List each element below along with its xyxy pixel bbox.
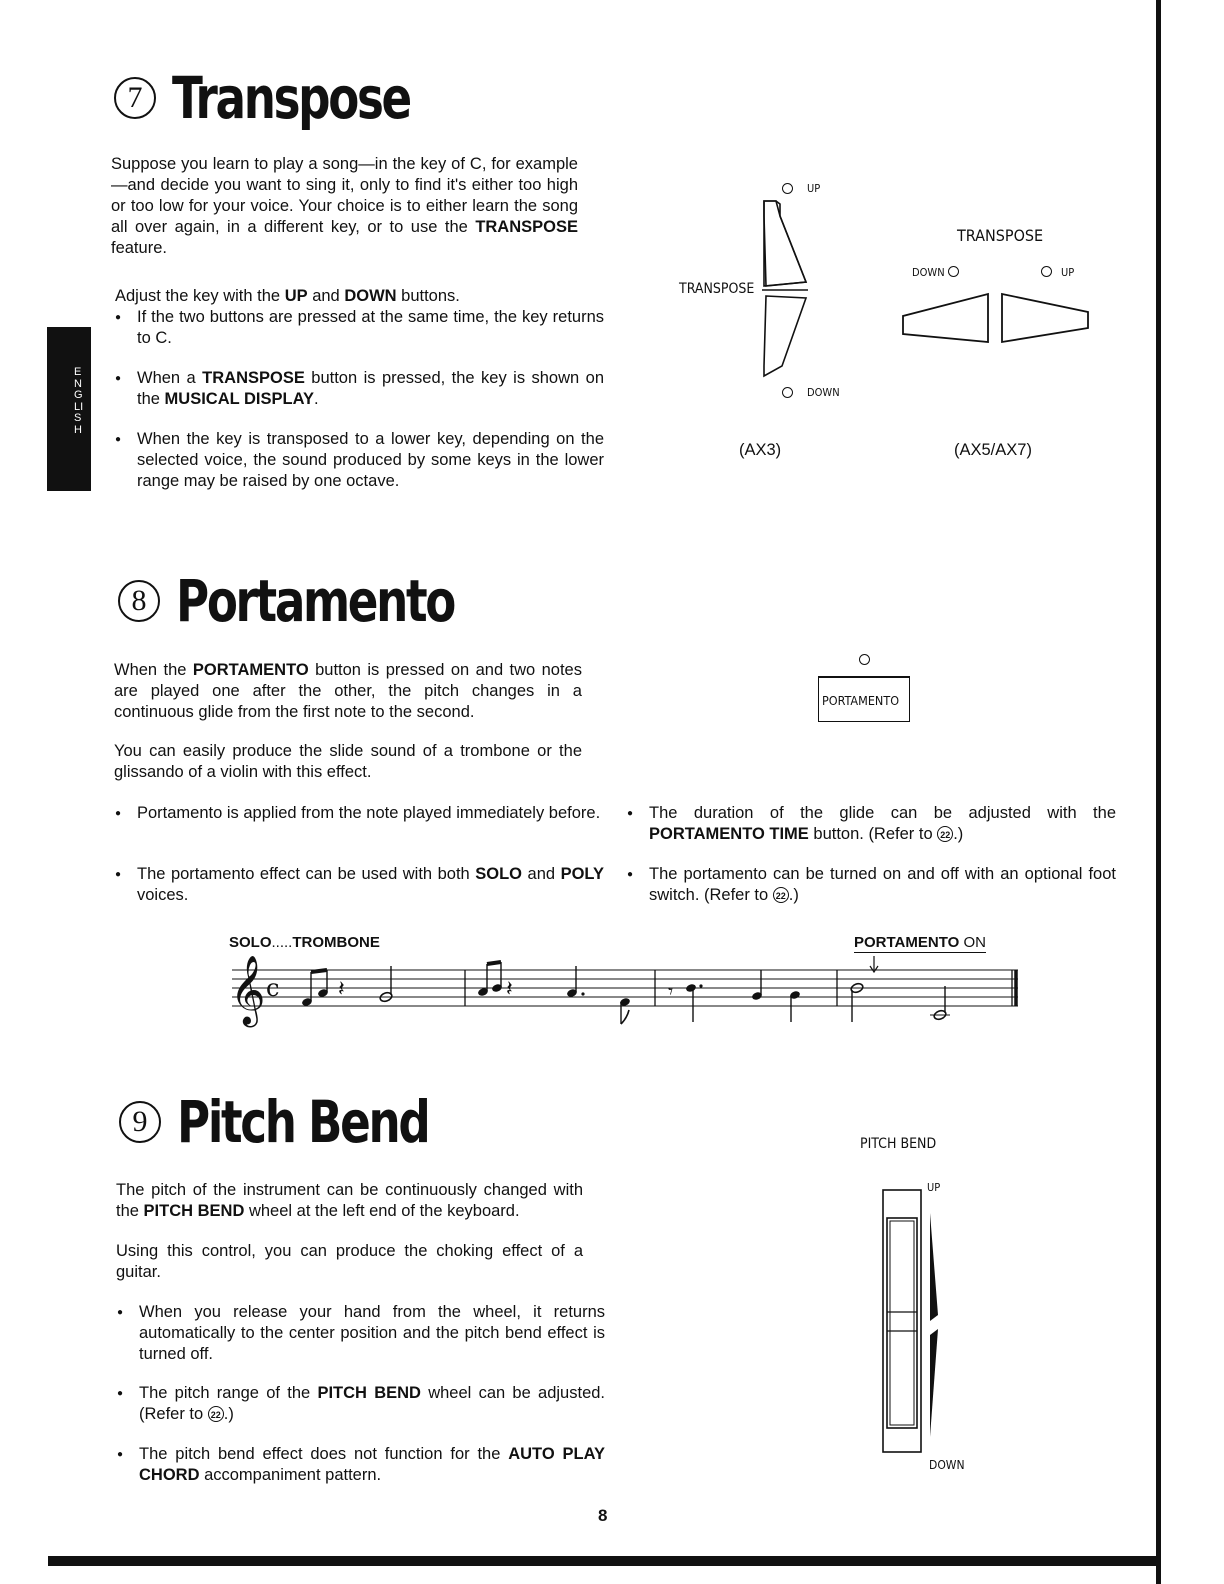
portamento-heading bbox=[118, 567, 532, 635]
page-number: 8 bbox=[598, 1506, 608, 1525]
transpose-heading bbox=[114, 64, 477, 132]
section-title: Pitch Bend bbox=[177, 1088, 429, 1156]
pitch-bend-heading bbox=[119, 1088, 499, 1156]
section-title: Portamento bbox=[176, 567, 455, 635]
transpose-intro: Suppose you learn to play a song—in the key of C, for example—and decide you want to sing it, only to find it's either too high or too low for your voice. Your choice is to either learn the song all over again, in a different key, or to use the TRANSPOSE feature. bbox=[111, 155, 578, 257]
score-right-label: PORTAMENTO ON bbox=[854, 934, 986, 951]
portamento-intro: When the PORTAMENTO button is pressed on and two notes are played one after the other, the pitch changes in a continuous glide from the first note to the second. bbox=[114, 661, 582, 721]
language-tab-label: ENGLISH bbox=[74, 366, 84, 436]
ax3-caption: (AX3) bbox=[739, 441, 782, 459]
svg-text:𝄽: 𝄽 bbox=[338, 977, 345, 1002]
transpose-bullet-3: ● When the key is transposed to a lower key, depending on the selected voice, the sound produced by some keys in the lower range may be raised by one octave. bbox=[115, 429, 604, 492]
ax3-up-led bbox=[782, 183, 793, 194]
ax3-up-label: UP bbox=[807, 182, 821, 195]
pitch-bend-bullet-2: ● The pitch range of the PITCH BEND wheel can be adjusted. (Refer to 22 .) bbox=[117, 1383, 605, 1425]
reference-marker: 22 bbox=[937, 826, 953, 842]
transpose-bullet-1: ● If the two buttons are pressed at the same time, the key returns to C. bbox=[115, 307, 604, 349]
section-number: 7 bbox=[114, 77, 156, 119]
portamento-bullet-1: ● Portamento is applied from the note played immediately before. bbox=[115, 803, 604, 824]
pitch-bend-diagram-title: PITCH BEND bbox=[860, 1136, 937, 1152]
section-title: Transpose bbox=[172, 64, 410, 132]
right-border bbox=[1156, 0, 1161, 1584]
reference-marker: 22 bbox=[773, 887, 789, 903]
ax3-down-led bbox=[782, 387, 793, 398]
pitch-bend-down-label: DOWN bbox=[929, 1458, 965, 1472]
ax5-caption: (AX5/AX7) bbox=[954, 441, 1032, 459]
portamento-button-label: PORTAMENTO bbox=[822, 693, 900, 708]
reference-marker: 22 bbox=[208, 1406, 224, 1422]
portamento-bullet-2: ● The portamento effect can be used with both SOLO and POLY voices. bbox=[115, 864, 604, 906]
score-left-label: SOLO.....TROMBONE bbox=[229, 934, 380, 951]
pitch-bend-bullet-3: ● The pitch bend effect does not function for the AUTO PLAY CHORD accompaniment pattern. bbox=[117, 1444, 605, 1486]
ax3-down-label: DOWN bbox=[807, 386, 840, 399]
svg-text:𝄾: 𝄾 bbox=[668, 979, 674, 1003]
bottom-border bbox=[48, 1556, 1161, 1566]
ax5-title: TRANSPOSE bbox=[957, 226, 1044, 245]
portamento-button[interactable] bbox=[818, 676, 910, 722]
section-number: 9 bbox=[119, 1101, 161, 1143]
section-number: 8 bbox=[118, 580, 160, 622]
pitch-bend-bullet-1: ● When you release your hand from the wheel, it returns automatically to the center position and the pitch bend effect is turned off. bbox=[117, 1302, 605, 1365]
ax5-down-led bbox=[948, 266, 959, 277]
portamento-bullet-3: ● The duration of the glide can be adjusted with the PORTAMENTO TIME button. (Refer to 22 .) bbox=[627, 803, 1116, 845]
pitch-bend-choking: Using this control, you can produce the choking effect of a guitar. bbox=[116, 1242, 583, 1281]
portamento-led bbox=[859, 654, 870, 665]
pitch-bend-up-label: UP bbox=[927, 1181, 941, 1194]
portamento-bullet-4: ● The portamento can be turned on and off with an optional foot switch. (Refer to 22 .) bbox=[627, 864, 1116, 906]
ax5-up-led bbox=[1041, 266, 1052, 277]
transpose-adjust: Adjust the key with the UP and DOWN buttons. bbox=[115, 287, 460, 305]
transpose-bullet-2: ● When a TRANSPOSE button is pressed, the key is shown on the MUSICAL DISPLAY. bbox=[115, 368, 604, 410]
svg-text:c: c bbox=[266, 974, 280, 1002]
svg-text:𝄞: 𝄞 bbox=[230, 955, 266, 1025]
pitch-bend-wheel[interactable] bbox=[880, 1185, 950, 1460]
svg-text:𝄽: 𝄽 bbox=[506, 977, 513, 1002]
ax5-down-label: DOWN bbox=[912, 266, 945, 279]
portamento-effect: You can easily produce the slide sound of a trombone or the glissando of a violin with this effect. bbox=[114, 742, 582, 781]
ax5-up-label: UP bbox=[1061, 266, 1075, 279]
ax5-transpose-buttons[interactable] bbox=[898, 290, 1094, 346]
ax3-transpose-label: TRANSPOSE bbox=[679, 281, 755, 297]
music-score bbox=[220, 950, 1030, 1030]
pitch-bend-intro: The pitch of the instrument can be continuously changed with the PITCH BEND wheel at the left end of the keyboard. bbox=[116, 1181, 583, 1220]
language-tab bbox=[47, 327, 91, 491]
